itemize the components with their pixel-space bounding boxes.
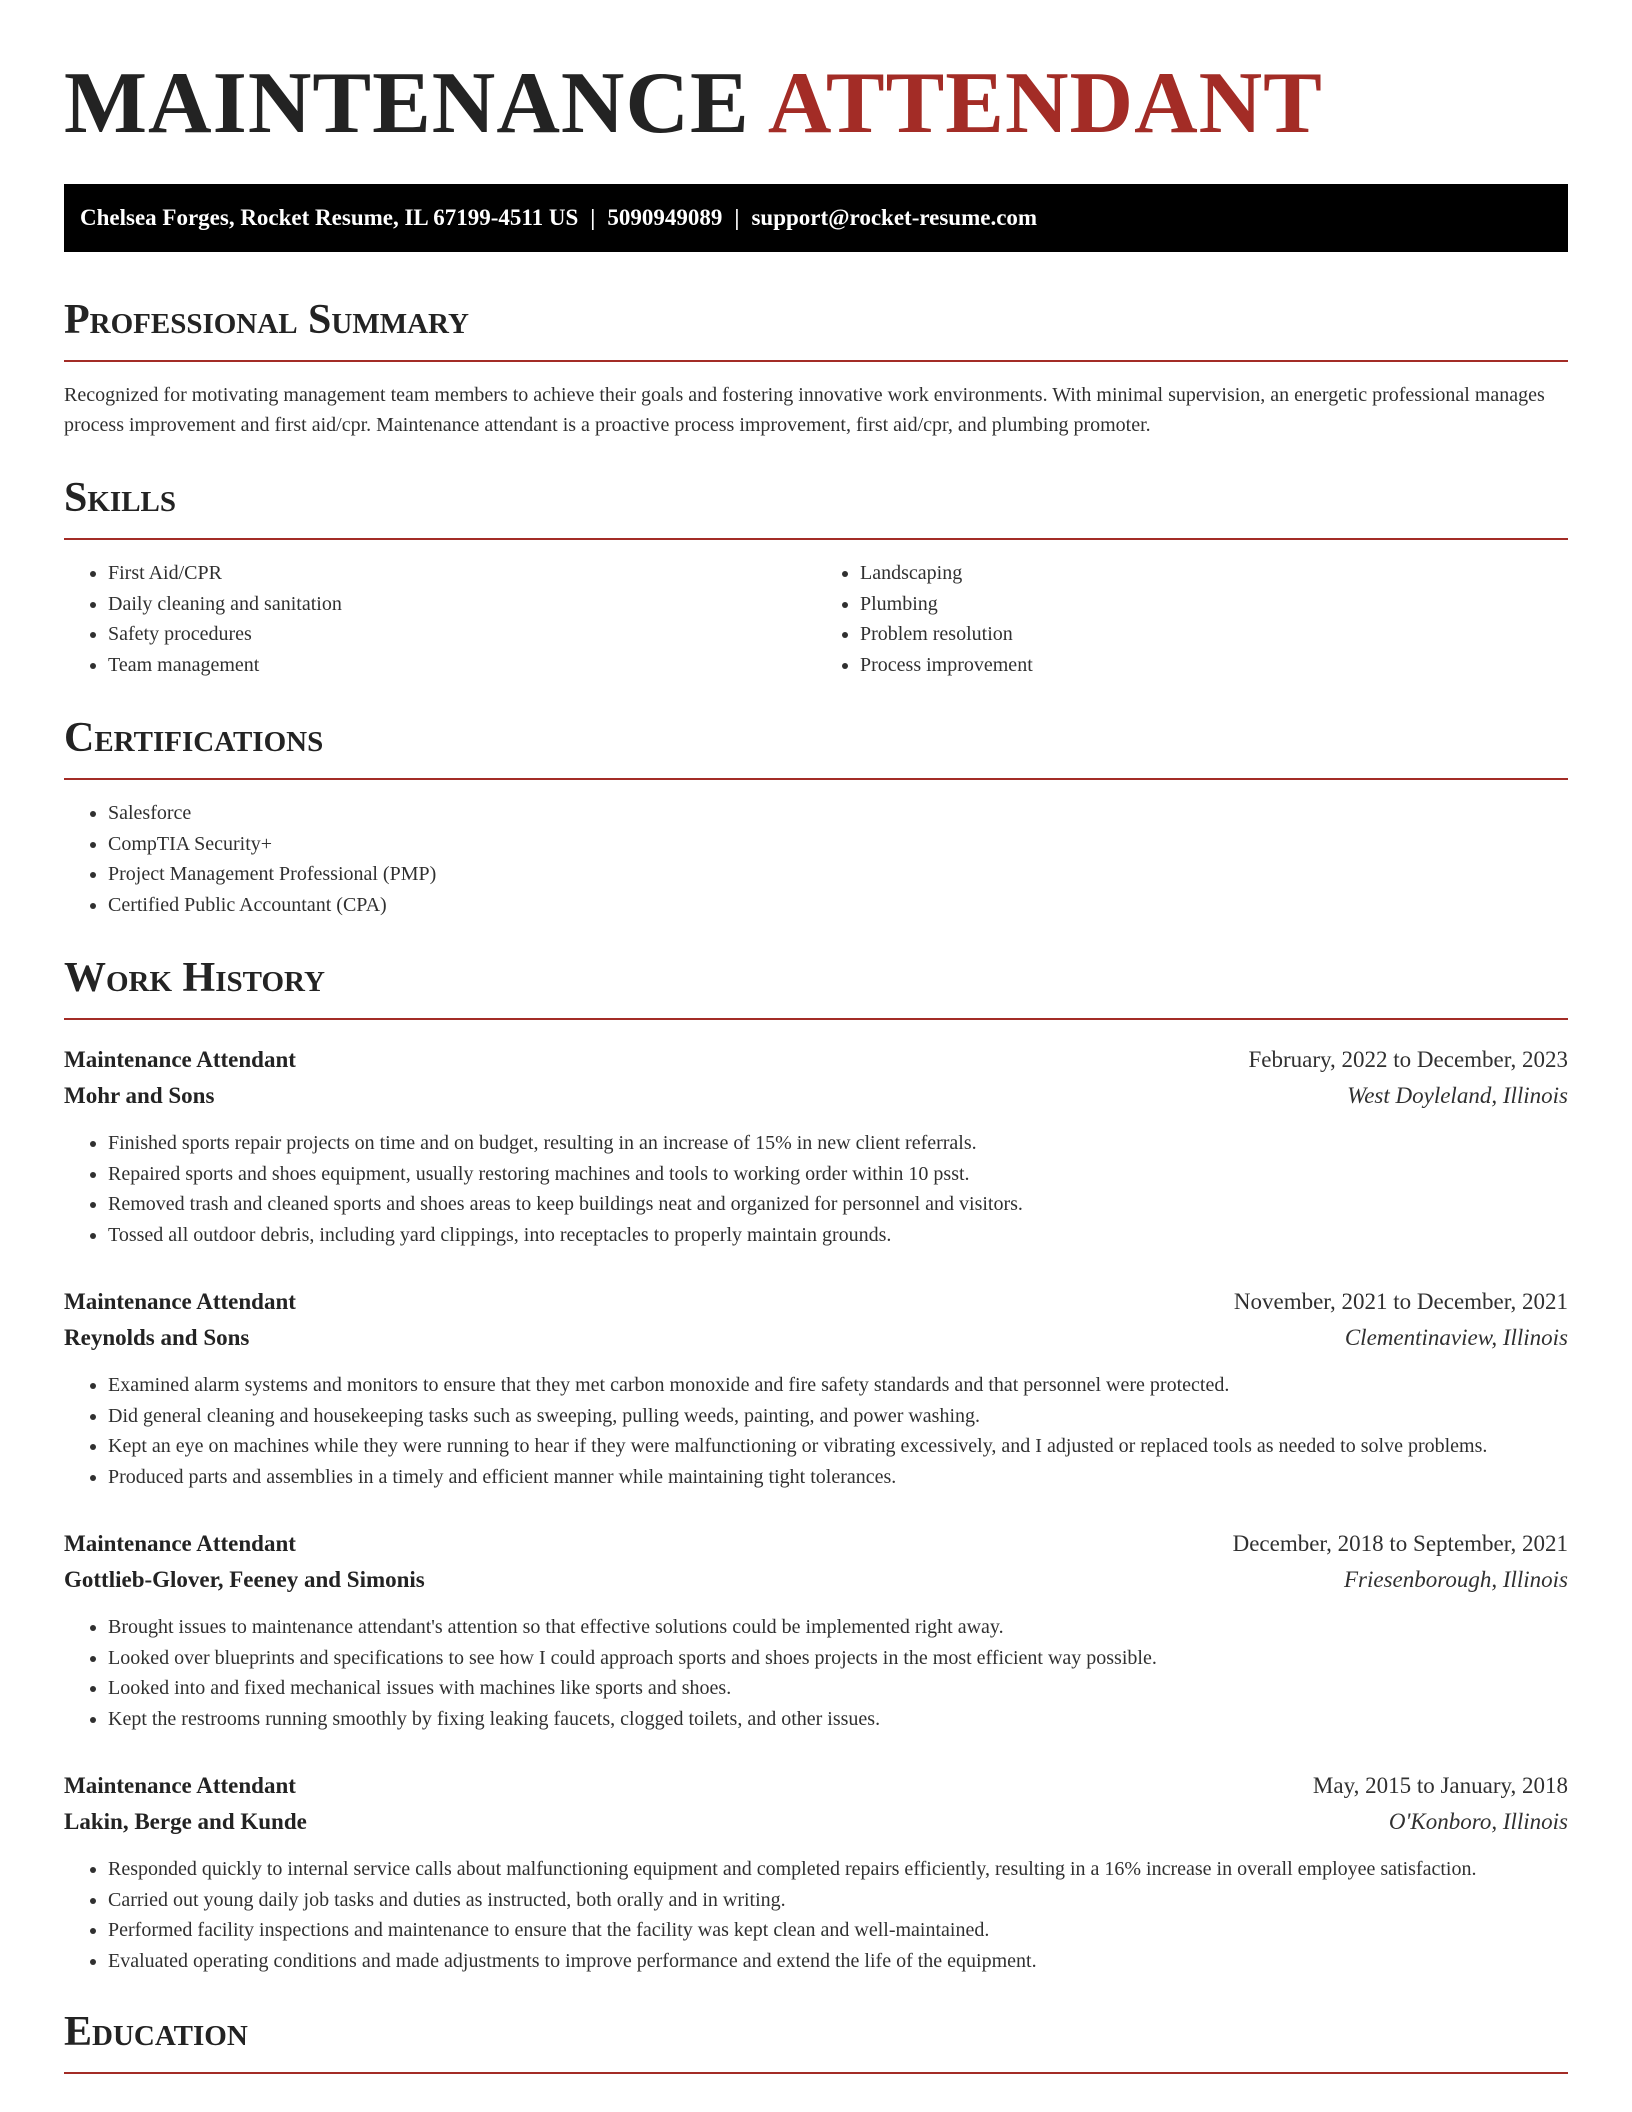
job-bullet: • Tossed all outdoor debris, including yard clippings, into receptacles to properly maintain grounds. xyxy=(108,1220,1568,1251)
job-bullet: • Finished sports repair projects on time and on budget, resulting in an increase of 15% in new client referrals. xyxy=(108,1128,1568,1159)
contact-bar xyxy=(64,184,1568,252)
summary-text: Recognized for motivating management team members to achieve their goals and fostering innovative work environments. With minimal supervision, an energetic professional manages process improvement and first aid/cpr. Maintenance attendant is a proactive process improvement, first aid/cpr, and plumbing promoter. xyxy=(64,384,1545,436)
education-heading: Education xyxy=(64,2009,248,2055)
job-bullet: • Removed trash and cleaned sports and shoes areas to keep buildings neat and organized for personnel and visitors. xyxy=(108,1189,1568,1220)
skill-item: • Process improvement xyxy=(860,650,1568,681)
job-header-row xyxy=(64,1042,1568,1078)
job-dates: December, 2018 to September, 2021 xyxy=(1232,1531,1568,1556)
job-bullet: • Examined alarm systems and monitors to ensure that they met carbon monoxide and fire safety standards and that personnel were protected. xyxy=(108,1370,1568,1401)
certification-item: • Salesforce xyxy=(108,798,1568,829)
job-company: Mohr and Sons xyxy=(64,1083,215,1108)
section-divider xyxy=(64,2072,1568,2074)
skill-item: • Safety procedures xyxy=(108,619,816,650)
job-company-row xyxy=(64,1078,1568,1114)
job-bullet: • Kept the restrooms running smoothly by fixing leaking faucets, clogged toilets, and other issues. xyxy=(108,1704,1568,1735)
job-bullet: • Repaired sports and shoes equipment, usually restoring machines and tools to working order within 10 psst. xyxy=(108,1159,1568,1190)
job-title: Maintenance Attendant xyxy=(64,1289,296,1314)
skill-item: • First Aid/CPR xyxy=(108,558,816,589)
job-bullets xyxy=(64,1612,1568,1734)
skill-item: • Team management xyxy=(108,650,816,681)
skills-heading: Skills xyxy=(64,475,177,521)
summary-section xyxy=(64,294,1568,440)
summary-heading: Professional Summary xyxy=(64,297,469,343)
job-bullet: • Brought issues to maintenance attendant's attention so that effective solutions could be implemented right away. xyxy=(108,1612,1568,1643)
section-divider xyxy=(64,360,1568,362)
job-title: Maintenance Attendant xyxy=(64,1773,296,1798)
job-dates: May, 2015 to January, 2018 xyxy=(1312,1773,1568,1798)
contact-address: Chelsea Forges, Rocket Resume, IL 67199-4511 US xyxy=(80,205,579,230)
title-main: MAINTENANCE xyxy=(64,55,750,152)
contact-phone[interactable]: 5090949089 xyxy=(607,205,723,230)
job-bullet: • Looked into and fixed mechanical issues with machines like sports and shoes. xyxy=(108,1673,1568,1704)
skill-item: • Daily cleaning and sanitation xyxy=(108,589,816,620)
job-title: Maintenance Attendant xyxy=(64,1531,296,1556)
section-divider xyxy=(64,778,1568,780)
job-location: O'Konboro, Illinois xyxy=(1388,1809,1568,1834)
contact-email[interactable]: support@rocket-resume.com xyxy=(751,205,1038,230)
certifications-section xyxy=(64,712,1568,920)
skills-list-right xyxy=(816,558,1568,680)
work-history-section xyxy=(64,952,1568,1976)
skills-list-left xyxy=(64,558,816,680)
job-bullet: • Produced parts and assemblies in a timely and efficient manner while maintaining tight tolerances. xyxy=(108,1462,1568,1493)
job-company: Reynolds and Sons xyxy=(64,1325,250,1350)
job-location: West Doyleland, Illinois xyxy=(1347,1083,1568,1108)
job-entry xyxy=(64,1526,1568,1734)
skills-columns xyxy=(64,540,1568,680)
job-bullet: • Did general cleaning and housekeeping tasks such as sweeping, pulling weeds, painting, and power washing. xyxy=(108,1401,1568,1432)
job-company-row xyxy=(64,1320,1568,1356)
job-bullet: • Evaluated operating conditions and made adjustments to improve performance and extend the life of the equipment. xyxy=(108,1946,1568,1977)
job-dates: February, 2022 to December, 2023 xyxy=(1248,1047,1568,1072)
skill-item: • Plumbing xyxy=(860,589,1568,620)
certification-item: • CompTIA Security+ xyxy=(108,829,1568,860)
contact-separator: | xyxy=(734,205,740,230)
certifications-heading: Certifications xyxy=(64,715,324,761)
education-section xyxy=(64,2006,1568,2074)
certification-item: • Project Management Professional (PMP) xyxy=(108,859,1568,890)
section-divider xyxy=(64,1018,1568,1020)
job-header-row xyxy=(64,1526,1568,1562)
certifications-list xyxy=(64,798,1568,920)
contact-separator: | xyxy=(590,205,596,230)
skills-section xyxy=(64,472,1568,680)
job-company: Gottlieb-Glover, Feeney and Simonis xyxy=(64,1567,425,1592)
job-bullet: • Performed facility inspections and maintenance to ensure that the facility was kept clean and well-maintained. xyxy=(108,1915,1568,1946)
job-entry xyxy=(64,1042,1568,1250)
skill-item: • Problem resolution xyxy=(860,619,1568,650)
job-bullet: • Responded quickly to internal service calls about malfunctioning equipment and completed repairs efficiently, resulting in a 16% increase in overall employee satisfaction. xyxy=(108,1854,1568,1885)
job-entry xyxy=(64,1284,1568,1492)
job-bullet: • Carried out young daily job tasks and duties as instructed, both orally and in writing. xyxy=(108,1885,1568,1916)
job-company-row xyxy=(64,1804,1568,1840)
certification-item: • Certified Public Accountant (CPA) xyxy=(108,890,1568,921)
job-bullets xyxy=(64,1370,1568,1492)
skill-item: • Landscaping xyxy=(860,558,1568,589)
job-title: Maintenance Attendant xyxy=(64,1047,296,1072)
job-header-row xyxy=(64,1768,1568,1804)
job-company-row xyxy=(64,1562,1568,1598)
job-company: Lakin, Berge and Kunde xyxy=(64,1809,307,1834)
job-bullets xyxy=(64,1128,1568,1250)
job-bullet: • Kept an eye on machines while they were running to hear if they were malfunctioning or vibrating excessively, and I adjusted or replaced tools as needed to solve problems. xyxy=(108,1431,1568,1462)
job-bullets xyxy=(64,1854,1568,1976)
resume-title xyxy=(64,48,1568,160)
job-entry xyxy=(64,1768,1568,1976)
job-location: Friesenborough, Illinois xyxy=(1343,1567,1568,1592)
job-location: Clementinaview, Illinois xyxy=(1344,1325,1568,1350)
job-dates: November, 2021 to December, 2021 xyxy=(1233,1289,1568,1314)
job-header-row xyxy=(64,1284,1568,1320)
title-accent: ATTENDANT xyxy=(767,55,1323,152)
work-history-heading: Work History xyxy=(64,955,325,1001)
job-bullet: • Looked over blueprints and specifications to see how I could approach sports and shoes projects in the most efficient way possible. xyxy=(108,1643,1568,1674)
